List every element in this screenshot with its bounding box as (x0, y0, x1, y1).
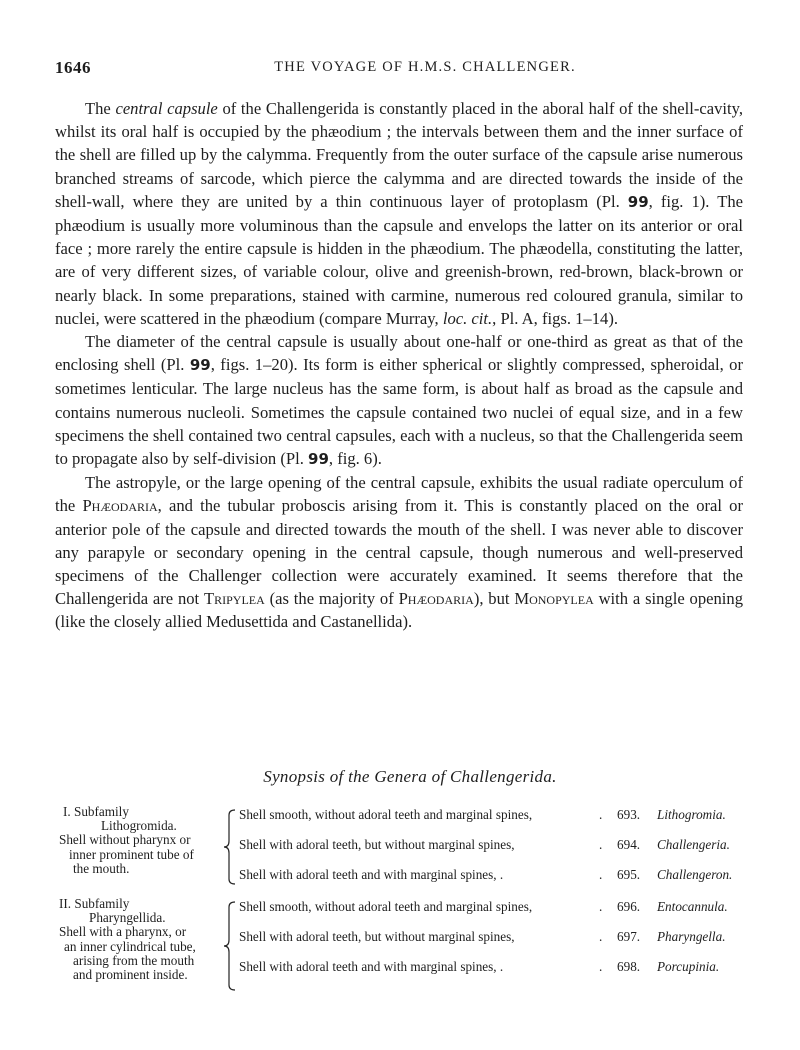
subfamily-description-line: the mouth. (73, 860, 130, 876)
leader-dot: . (599, 807, 603, 822)
genus-description: Shell with adoral teeth, but without marginal spines, (239, 837, 515, 852)
subfamily-label (55, 897, 223, 982)
subfamily-description-line: arising from the mouth (73, 952, 195, 968)
genus-row (239, 865, 755, 895)
leader-dot: . (599, 959, 603, 974)
taxon-name: Phæodaria (82, 496, 158, 516)
paragraph-central-capsule (55, 97, 743, 330)
text-span: (as the majority of (264, 589, 399, 609)
plate-number: 99 (189, 356, 211, 375)
subfamily-name: Lithogromida. (101, 818, 177, 834)
text-span: The diameter of the central capsule is usually about one-half or one-third as great as that of the enclosing shell (Pl. (55, 332, 743, 375)
leader-dot: . (599, 929, 603, 944)
subfamily-label (55, 805, 223, 876)
genus-number: 693. (617, 807, 641, 822)
text-span: The astropyle, or the large opening of the central capsule, exhibits the usual radiate operculum of the (55, 473, 743, 516)
genus-row (239, 927, 755, 957)
taxon-name: Monopylea (514, 589, 594, 609)
genus-number: 697. (617, 929, 641, 944)
text-span: , fig. 1). The phæodium is usually more voluminous than the capsule and envelops the latter on its anterior or oral face ; more rarely the entire capsule is hidden in the phæodium. The phæodella, constituting the latter, are of very different sizes, of variable colour, olive and greenish-brown, red-brown, black-brown or nearly black. In some preparations, stained with carmine, numerous red coloured granula, similar to nuclei, were scattered in the phæodium (compare Murray, (55, 191, 743, 328)
genus-name: Pharyngella. (657, 929, 726, 944)
brace-icon (223, 809, 237, 885)
genus-description: Shell with adoral teeth, but without marginal spines, (239, 929, 515, 944)
subfamily-description-line: and prominent inside. (73, 967, 188, 983)
genus-number: 695. (617, 867, 641, 882)
genus-name: Lithogromia. (657, 807, 726, 822)
plate-number: 99 (308, 450, 329, 469)
paragraph-astropyle (55, 471, 743, 633)
subfamily-heading: I. Subfamily (63, 804, 129, 819)
genus-row (239, 835, 755, 865)
running-title: THE VOYAGE OF H.M.S. CHALLENGER. (274, 59, 576, 75)
text-span: , figs. 1–20). Its form is either spherical or slightly compressed, spheroidal, or sometimes lenticular. The large nucleus has the same form, is about half as broad as the capsule and contains numerous nucleoli. Sometimes the capsule contained two nuclei of equal size, and in a few specimens the shell contained two central capsules, each with a nucleus, so that the Challengerida seem to propagate also by self-division (Pl. (55, 355, 743, 469)
text-span: The (85, 99, 116, 118)
genus-rows (239, 897, 755, 987)
text-span: , fig. 6). (328, 449, 382, 469)
text-span: with a single opening (like the closely allied Medusettida and Castanellida). (55, 589, 743, 632)
text-span: of the Challengerida is constantly placed in the aboral half of the shell-cavity, whilst its oral half is occupied by the phæodium ; the intervals between them and the inner surface of the shell are filled up by the calymma. Frequently from the outer surface of the capsule arise numerous branched streams of sarcode, which pierce the calymma and are directed towards the inside of the shell-wall, where they are united by a thin continuous layer of protoplasm (Pl. (55, 99, 743, 211)
leader-dot: . (599, 867, 603, 882)
genus-number: 694. (617, 837, 641, 852)
genus-description: Shell with adoral teeth and with marginal spines, . (239, 959, 504, 974)
paragraph-diameter (55, 330, 743, 471)
subfamily-pharyngellida (55, 897, 755, 993)
plate-number: 99 (627, 192, 649, 211)
page-number: 1646 (55, 58, 91, 77)
genus-rows (239, 805, 755, 895)
genus-number: 698. (617, 959, 641, 974)
subfamily-description-line: an inner cylindrical tube, (64, 938, 196, 954)
text-span: ), but (473, 589, 515, 609)
genus-description: Shell smooth, without adoral teeth and marginal spines, (239, 899, 533, 914)
body-text (55, 97, 743, 634)
text-span: , and the tubular proboscis arising from it. This is constantly placed on the oral or anterior pole of the capsule and directed towards the mouth of the shell. I was never able to discover any parapyle or secondary opening in the central capsule, though numerous and well-preserved specimens of the Challenger collection were accurately examined. It seems therefore that the Challengerida are not (55, 496, 744, 609)
subfamily-name: Pharyngellida. (89, 910, 166, 926)
taxon-name: Tripylea (204, 589, 265, 609)
genus-name: Challengeron. (657, 867, 733, 882)
subfamily-description-line: Shell with a pharynx, or (59, 924, 187, 940)
emphasis-central-capsule: central capsule (115, 99, 218, 118)
genus-description: Shell with adoral teeth and with marginal spines, . (239, 867, 504, 882)
genus-description: Shell smooth, without adoral teeth and marginal spines, (239, 807, 533, 822)
subfamily-lithogromida (55, 805, 755, 885)
synopsis-title: Synopsis of the Genera of Challengerida. (263, 767, 557, 786)
taxon-name: Phæodaria (398, 589, 474, 609)
subfamily-description-line: Shell without pharynx or (59, 832, 191, 848)
genus-name: Entocannula. (657, 899, 728, 914)
brace-icon (223, 901, 237, 991)
emphasis-loc-cit: loc. cit. (442, 308, 493, 328)
genus-name: Challengeria. (657, 837, 730, 852)
subfamily-description-line: inner prominent tube of (69, 846, 194, 862)
genus-row (239, 957, 755, 987)
page-header (55, 58, 755, 82)
leader-dot: . (599, 837, 603, 852)
genus-row (239, 805, 755, 835)
genus-number: 696. (617, 899, 641, 914)
genus-name: Porcupinia. (657, 959, 720, 974)
genus-row (239, 897, 755, 927)
text-span: , Pl. A, figs. 1–14). (492, 308, 618, 328)
subfamily-heading: II. Subfamily (59, 896, 130, 911)
leader-dot: . (599, 899, 603, 914)
